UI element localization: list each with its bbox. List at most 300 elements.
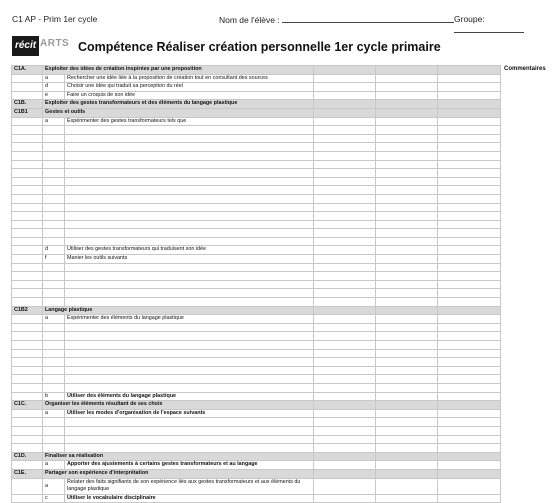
evaluation-cell[interactable] bbox=[438, 315, 501, 324]
evaluation-cell[interactable] bbox=[376, 349, 438, 358]
item-description bbox=[65, 375, 314, 384]
table-row bbox=[12, 160, 501, 169]
item-letter: f bbox=[43, 255, 65, 264]
evaluation-cell[interactable] bbox=[376, 418, 438, 427]
item-description bbox=[65, 143, 314, 152]
evaluation-cell[interactable] bbox=[438, 160, 501, 169]
evaluation-cell[interactable] bbox=[438, 143, 501, 152]
evaluation-cell[interactable] bbox=[314, 298, 376, 307]
item-description: Utiliser des éléments du langage plastique bbox=[65, 392, 314, 401]
evaluation-cell[interactable] bbox=[314, 66, 376, 75]
evaluation-cell[interactable] bbox=[376, 435, 438, 444]
item-letter: c bbox=[43, 494, 65, 503]
evaluation-cell[interactable] bbox=[438, 306, 501, 315]
evaluation-cell[interactable] bbox=[438, 452, 501, 461]
item-letter bbox=[43, 349, 65, 358]
evaluation-cell[interactable] bbox=[314, 229, 376, 238]
item-description bbox=[65, 289, 314, 298]
evaluation-cell[interactable] bbox=[438, 203, 501, 212]
evaluation-cell[interactable] bbox=[376, 469, 438, 478]
evaluation-cell[interactable] bbox=[438, 83, 501, 92]
evaluation-cell[interactable] bbox=[314, 323, 376, 332]
evaluation-cell[interactable] bbox=[314, 435, 376, 444]
code-cell bbox=[12, 418, 43, 427]
code-cell bbox=[12, 280, 43, 289]
evaluation-cell[interactable] bbox=[438, 186, 501, 195]
evaluation-cell[interactable] bbox=[314, 494, 376, 503]
evaluation-cell[interactable] bbox=[314, 332, 376, 341]
evaluation-cell[interactable] bbox=[376, 246, 438, 255]
student-name-label: Nom de l'élève : bbox=[219, 15, 280, 25]
item-description bbox=[65, 237, 314, 246]
item-description bbox=[65, 169, 314, 178]
item-description: Utiliser le vocabulaire disciplinaire bbox=[65, 494, 314, 503]
code-cell bbox=[12, 444, 43, 453]
evaluation-cell[interactable] bbox=[438, 108, 501, 117]
code-cell bbox=[12, 366, 43, 375]
table-row bbox=[12, 478, 501, 494]
item-letter bbox=[43, 272, 65, 281]
table-row bbox=[12, 255, 501, 264]
recit-arts-logo bbox=[12, 36, 70, 56]
evaluation-cell[interactable] bbox=[376, 478, 438, 494]
evaluation-cell[interactable] bbox=[438, 255, 501, 264]
evaluation-cell[interactable] bbox=[314, 409, 376, 418]
item-letter bbox=[43, 280, 65, 289]
evaluation-cell[interactable] bbox=[438, 298, 501, 307]
evaluation-cell[interactable] bbox=[438, 323, 501, 332]
item-description bbox=[65, 280, 314, 289]
code-cell bbox=[12, 229, 43, 238]
evaluation-cell[interactable] bbox=[376, 91, 438, 100]
item-description: Manier les outils suivants bbox=[65, 255, 314, 264]
evaluation-cell[interactable] bbox=[376, 203, 438, 212]
table-row bbox=[12, 435, 501, 444]
item-description bbox=[65, 383, 314, 392]
code-cell bbox=[12, 203, 43, 212]
evaluation-cell[interactable] bbox=[314, 177, 376, 186]
code-cell bbox=[12, 298, 43, 307]
evaluation-cell[interactable] bbox=[314, 220, 376, 229]
code-cell bbox=[12, 289, 43, 298]
item-letter: a bbox=[43, 117, 65, 126]
item-description: Expérimenter des éléments du langage plastique bbox=[65, 315, 314, 324]
evaluation-cell[interactable] bbox=[438, 358, 501, 367]
evaluation-cell[interactable] bbox=[376, 212, 438, 221]
evaluation-cell[interactable] bbox=[314, 108, 376, 117]
evaluation-cell[interactable] bbox=[314, 358, 376, 367]
evaluation-cell[interactable] bbox=[314, 169, 376, 178]
evaluation-cell[interactable] bbox=[438, 375, 501, 384]
table-row bbox=[12, 246, 501, 255]
code-cell bbox=[12, 461, 43, 470]
evaluation-cell[interactable] bbox=[314, 306, 376, 315]
item-description: Expérimenter des gestes transformateurs tels que bbox=[65, 117, 314, 126]
code-cell bbox=[12, 323, 43, 332]
evaluation-cell[interactable] bbox=[314, 418, 376, 427]
item-letter bbox=[43, 237, 65, 246]
evaluation-cell[interactable] bbox=[314, 203, 376, 212]
item-description bbox=[65, 426, 314, 435]
evaluation-cell[interactable] bbox=[438, 74, 501, 83]
evaluation-cell[interactable] bbox=[438, 263, 501, 272]
code-cell bbox=[12, 220, 43, 229]
code-cell bbox=[12, 349, 43, 358]
evaluation-cell[interactable] bbox=[376, 126, 438, 135]
evaluation-cell[interactable] bbox=[438, 341, 501, 350]
evaluation-cell[interactable] bbox=[314, 134, 376, 143]
evaluation-cell[interactable] bbox=[314, 160, 376, 169]
code-cell bbox=[12, 392, 43, 401]
section-code: C1B. bbox=[12, 100, 43, 109]
evaluation-cell[interactable] bbox=[376, 143, 438, 152]
item-description bbox=[65, 160, 314, 169]
item-letter bbox=[43, 160, 65, 169]
code-cell bbox=[12, 341, 43, 350]
table-row bbox=[12, 186, 501, 195]
evaluation-cell[interactable] bbox=[376, 375, 438, 384]
item-letter bbox=[43, 358, 65, 367]
table-row bbox=[12, 349, 501, 358]
code-cell bbox=[12, 91, 43, 100]
evaluation-cell[interactable] bbox=[376, 194, 438, 203]
item-description: Faire un croquis de son idée bbox=[65, 91, 314, 100]
evaluation-cell[interactable] bbox=[314, 74, 376, 83]
evaluation-cell[interactable] bbox=[376, 289, 438, 298]
evaluation-cell[interactable] bbox=[376, 280, 438, 289]
code-cell bbox=[12, 494, 43, 503]
table-row bbox=[12, 177, 501, 186]
evaluation-cell[interactable] bbox=[314, 375, 376, 384]
evaluation-cell[interactable] bbox=[376, 169, 438, 178]
evaluation-cell[interactable] bbox=[314, 263, 376, 272]
table-row bbox=[12, 289, 501, 298]
evaluation-cell[interactable] bbox=[438, 212, 501, 221]
evaluation-cell[interactable] bbox=[376, 323, 438, 332]
table-row bbox=[12, 444, 501, 453]
evaluation-cell[interactable] bbox=[438, 229, 501, 238]
evaluation-cell[interactable] bbox=[314, 143, 376, 152]
evaluation-cell[interactable] bbox=[314, 280, 376, 289]
item-description bbox=[65, 349, 314, 358]
evaluation-cell[interactable] bbox=[314, 83, 376, 92]
evaluation-cell[interactable] bbox=[438, 444, 501, 453]
section-header-row bbox=[12, 66, 501, 75]
table-row bbox=[12, 272, 501, 281]
evaluation-cell[interactable] bbox=[376, 332, 438, 341]
evaluation-cell[interactable] bbox=[314, 91, 376, 100]
table-row bbox=[12, 83, 501, 92]
section-title: Exploiter des gestes transformateurs et des éléments du langage plastique bbox=[43, 100, 314, 109]
evaluation-cell[interactable] bbox=[438, 401, 501, 410]
evaluation-cell[interactable] bbox=[376, 409, 438, 418]
evaluation-cell[interactable] bbox=[314, 452, 376, 461]
evaluation-cell[interactable] bbox=[376, 186, 438, 195]
table-row bbox=[12, 358, 501, 367]
section-code: C1E. bbox=[12, 469, 43, 478]
evaluation-cell[interactable] bbox=[438, 134, 501, 143]
evaluation-cell[interactable] bbox=[438, 332, 501, 341]
table-row bbox=[12, 212, 501, 221]
item-description: Choisir une idée qui traduit sa perception du réel bbox=[65, 83, 314, 92]
table-row bbox=[12, 237, 501, 246]
course-label: C1 AP - Prim 1er cycle bbox=[12, 14, 98, 24]
logo-arts: ARTS bbox=[40, 38, 70, 49]
evaluation-cell[interactable] bbox=[376, 160, 438, 169]
group-blank[interactable] bbox=[454, 24, 524, 33]
evaluation-cell[interactable] bbox=[438, 280, 501, 289]
table-row bbox=[12, 315, 501, 324]
item-letter bbox=[43, 366, 65, 375]
code-cell bbox=[12, 160, 43, 169]
evaluation-cell[interactable] bbox=[314, 194, 376, 203]
student-name-blank[interactable] bbox=[282, 14, 454, 23]
section-title: Finaliser sa réalisation bbox=[43, 452, 314, 461]
group-label: Groupe: bbox=[454, 14, 485, 24]
code-cell bbox=[12, 315, 43, 324]
evaluation-cell[interactable] bbox=[314, 289, 376, 298]
evaluation-cell[interactable] bbox=[376, 306, 438, 315]
evaluation-cell[interactable] bbox=[314, 461, 376, 470]
section-title: Organiser les éléments résultant de ses choix bbox=[43, 401, 314, 410]
code-cell bbox=[12, 117, 43, 126]
code-cell bbox=[12, 151, 43, 160]
evaluation-cell[interactable] bbox=[314, 100, 376, 109]
evaluation-cell[interactable] bbox=[376, 74, 438, 83]
evaluation-cell[interactable] bbox=[376, 108, 438, 117]
item-description bbox=[65, 126, 314, 135]
student-name-field[interactable] bbox=[219, 14, 454, 25]
evaluation-cell[interactable] bbox=[314, 246, 376, 255]
competence-table bbox=[11, 65, 501, 503]
evaluation-cell[interactable] bbox=[438, 169, 501, 178]
item-letter: a bbox=[43, 315, 65, 324]
item-description: Apporter des ajustements à certains gestes transformateurs et au langage bbox=[65, 461, 314, 470]
item-description bbox=[65, 220, 314, 229]
evaluation-cell[interactable] bbox=[438, 418, 501, 427]
item-description bbox=[65, 341, 314, 350]
table-row bbox=[12, 375, 501, 384]
evaluation-cell[interactable] bbox=[314, 315, 376, 324]
comments-label: Commentaires bbox=[504, 66, 546, 72]
evaluation-cell[interactable] bbox=[438, 366, 501, 375]
page-title: Compétence Réaliser création personnelle 1er cycle primaire bbox=[78, 40, 441, 54]
evaluation-cell[interactable] bbox=[438, 237, 501, 246]
evaluation-cell[interactable] bbox=[438, 194, 501, 203]
evaluation-cell[interactable] bbox=[314, 126, 376, 135]
evaluation-cell[interactable] bbox=[314, 349, 376, 358]
code-cell bbox=[12, 478, 43, 494]
item-letter bbox=[43, 375, 65, 384]
evaluation-cell[interactable] bbox=[438, 91, 501, 100]
evaluation-cell[interactable] bbox=[438, 478, 501, 494]
code-cell bbox=[12, 332, 43, 341]
evaluation-cell[interactable] bbox=[314, 469, 376, 478]
header-line bbox=[12, 14, 552, 26]
code-cell bbox=[12, 126, 43, 135]
item-description: Relater des faits signifiants de son expérience liés aux gestes transformateurs et aux éléments du langage plastique bbox=[65, 478, 314, 494]
table-row bbox=[12, 91, 501, 100]
item-description: Utiliser des gestes transformateurs qui traduisent son idée bbox=[65, 246, 314, 255]
evaluation-cell[interactable] bbox=[376, 426, 438, 435]
item-letter bbox=[43, 151, 65, 160]
evaluation-cell[interactable] bbox=[438, 392, 501, 401]
evaluation-cell[interactable] bbox=[438, 426, 501, 435]
evaluation-cell[interactable] bbox=[314, 272, 376, 281]
item-letter bbox=[43, 186, 65, 195]
table-row bbox=[12, 280, 501, 289]
evaluation-cell[interactable] bbox=[376, 298, 438, 307]
item-letter: a bbox=[43, 74, 65, 83]
code-cell bbox=[12, 74, 43, 83]
table-row bbox=[12, 494, 501, 503]
item-letter: a bbox=[43, 478, 65, 494]
evaluation-cell[interactable] bbox=[438, 272, 501, 281]
code-cell bbox=[12, 426, 43, 435]
section-header-row bbox=[12, 452, 501, 461]
item-description bbox=[65, 332, 314, 341]
evaluation-cell[interactable] bbox=[376, 383, 438, 392]
section-code: C1D. bbox=[12, 452, 43, 461]
evaluation-cell[interactable] bbox=[438, 494, 501, 503]
code-cell bbox=[12, 212, 43, 221]
evaluation-cell[interactable] bbox=[376, 134, 438, 143]
item-letter bbox=[43, 126, 65, 135]
evaluation-cell[interactable] bbox=[438, 461, 501, 470]
section-title: Gestes et outils bbox=[43, 108, 314, 117]
table-row bbox=[12, 409, 501, 418]
item-letter bbox=[43, 341, 65, 350]
evaluation-cell[interactable] bbox=[376, 151, 438, 160]
logo-recit: récit bbox=[12, 36, 39, 56]
section-title: Exploiter des idées de création inspirées par une proposition bbox=[43, 66, 314, 75]
code-cell bbox=[12, 237, 43, 246]
evaluation-cell[interactable] bbox=[314, 478, 376, 494]
evaluation-cell[interactable] bbox=[376, 358, 438, 367]
evaluation-cell[interactable] bbox=[314, 392, 376, 401]
evaluation-cell[interactable] bbox=[376, 229, 438, 238]
evaluation-cell[interactable] bbox=[376, 401, 438, 410]
evaluation-cell[interactable] bbox=[314, 401, 376, 410]
section-header-row bbox=[12, 100, 501, 109]
evaluation-cell[interactable] bbox=[376, 452, 438, 461]
table-row bbox=[12, 461, 501, 470]
item-description: Utiliser les modes d'organisation de l'espace suivants bbox=[65, 409, 314, 418]
evaluation-cell[interactable] bbox=[376, 272, 438, 281]
code-cell bbox=[12, 435, 43, 444]
evaluation-cell[interactable] bbox=[438, 220, 501, 229]
evaluation-cell[interactable] bbox=[438, 246, 501, 255]
item-letter: e bbox=[43, 91, 65, 100]
evaluation-cell[interactable] bbox=[376, 177, 438, 186]
item-letter bbox=[43, 298, 65, 307]
item-description bbox=[65, 194, 314, 203]
evaluation-cell[interactable] bbox=[438, 289, 501, 298]
evaluation-cell[interactable] bbox=[438, 117, 501, 126]
evaluation-cell[interactable] bbox=[314, 444, 376, 453]
code-cell bbox=[12, 169, 43, 178]
evaluation-cell[interactable] bbox=[438, 151, 501, 160]
evaluation-cell[interactable] bbox=[376, 237, 438, 246]
code-cell bbox=[12, 246, 43, 255]
evaluation-cell[interactable] bbox=[376, 255, 438, 264]
evaluation-cell[interactable] bbox=[314, 117, 376, 126]
evaluation-cell[interactable] bbox=[438, 349, 501, 358]
table-row bbox=[12, 426, 501, 435]
evaluation-cell[interactable] bbox=[314, 366, 376, 375]
evaluation-cell[interactable] bbox=[314, 426, 376, 435]
section-header-row bbox=[12, 108, 501, 117]
evaluation-cell[interactable] bbox=[438, 66, 501, 75]
evaluation-cell[interactable] bbox=[438, 100, 501, 109]
evaluation-cell[interactable] bbox=[376, 315, 438, 324]
code-cell bbox=[12, 186, 43, 195]
table-row bbox=[12, 383, 501, 392]
item-description: Rechercher une idée liée à la proposition de création tout en consultant des sources bbox=[65, 74, 314, 83]
table-row bbox=[12, 74, 501, 83]
evaluation-cell[interactable] bbox=[438, 177, 501, 186]
section-code: C1B1 bbox=[12, 108, 43, 117]
evaluation-cell[interactable] bbox=[376, 220, 438, 229]
evaluation-cell[interactable] bbox=[314, 212, 376, 221]
item-letter: d bbox=[43, 246, 65, 255]
item-description bbox=[65, 323, 314, 332]
evaluation-cell[interactable] bbox=[314, 255, 376, 264]
evaluation-cell[interactable] bbox=[438, 435, 501, 444]
table-row bbox=[12, 134, 501, 143]
evaluation-cell[interactable] bbox=[376, 263, 438, 272]
evaluation-cell[interactable] bbox=[376, 117, 438, 126]
item-letter bbox=[43, 194, 65, 203]
evaluation-cell[interactable] bbox=[376, 494, 438, 503]
item-letter bbox=[43, 383, 65, 392]
evaluation-cell[interactable] bbox=[438, 469, 501, 478]
item-letter bbox=[43, 332, 65, 341]
evaluation-cell[interactable] bbox=[376, 461, 438, 470]
table-row bbox=[12, 341, 501, 350]
code-cell bbox=[12, 255, 43, 264]
evaluation-cell[interactable] bbox=[376, 392, 438, 401]
evaluation-cell[interactable] bbox=[376, 83, 438, 92]
evaluation-cell[interactable] bbox=[376, 100, 438, 109]
evaluation-cell[interactable] bbox=[376, 444, 438, 453]
evaluation-cell[interactable] bbox=[438, 126, 501, 135]
evaluation-cell[interactable] bbox=[376, 366, 438, 375]
item-letter bbox=[43, 323, 65, 332]
table-row bbox=[12, 332, 501, 341]
code-cell bbox=[12, 83, 43, 92]
evaluation-cell[interactable] bbox=[376, 341, 438, 350]
evaluation-cell[interactable] bbox=[314, 151, 376, 160]
evaluation-cell[interactable] bbox=[314, 186, 376, 195]
table-row bbox=[12, 392, 501, 401]
code-cell bbox=[12, 194, 43, 203]
table-row bbox=[12, 169, 501, 178]
table-row bbox=[12, 126, 501, 135]
evaluation-cell[interactable] bbox=[314, 341, 376, 350]
item-letter bbox=[43, 418, 65, 427]
evaluation-cell[interactable] bbox=[314, 383, 376, 392]
evaluation-cell[interactable] bbox=[438, 383, 501, 392]
evaluation-cell[interactable] bbox=[376, 66, 438, 75]
group-field[interactable] bbox=[454, 14, 552, 35]
code-cell bbox=[12, 375, 43, 384]
evaluation-cell[interactable] bbox=[314, 237, 376, 246]
evaluation-cell[interactable] bbox=[438, 409, 501, 418]
item-letter bbox=[43, 426, 65, 435]
table-row bbox=[12, 117, 501, 126]
item-letter bbox=[43, 203, 65, 212]
